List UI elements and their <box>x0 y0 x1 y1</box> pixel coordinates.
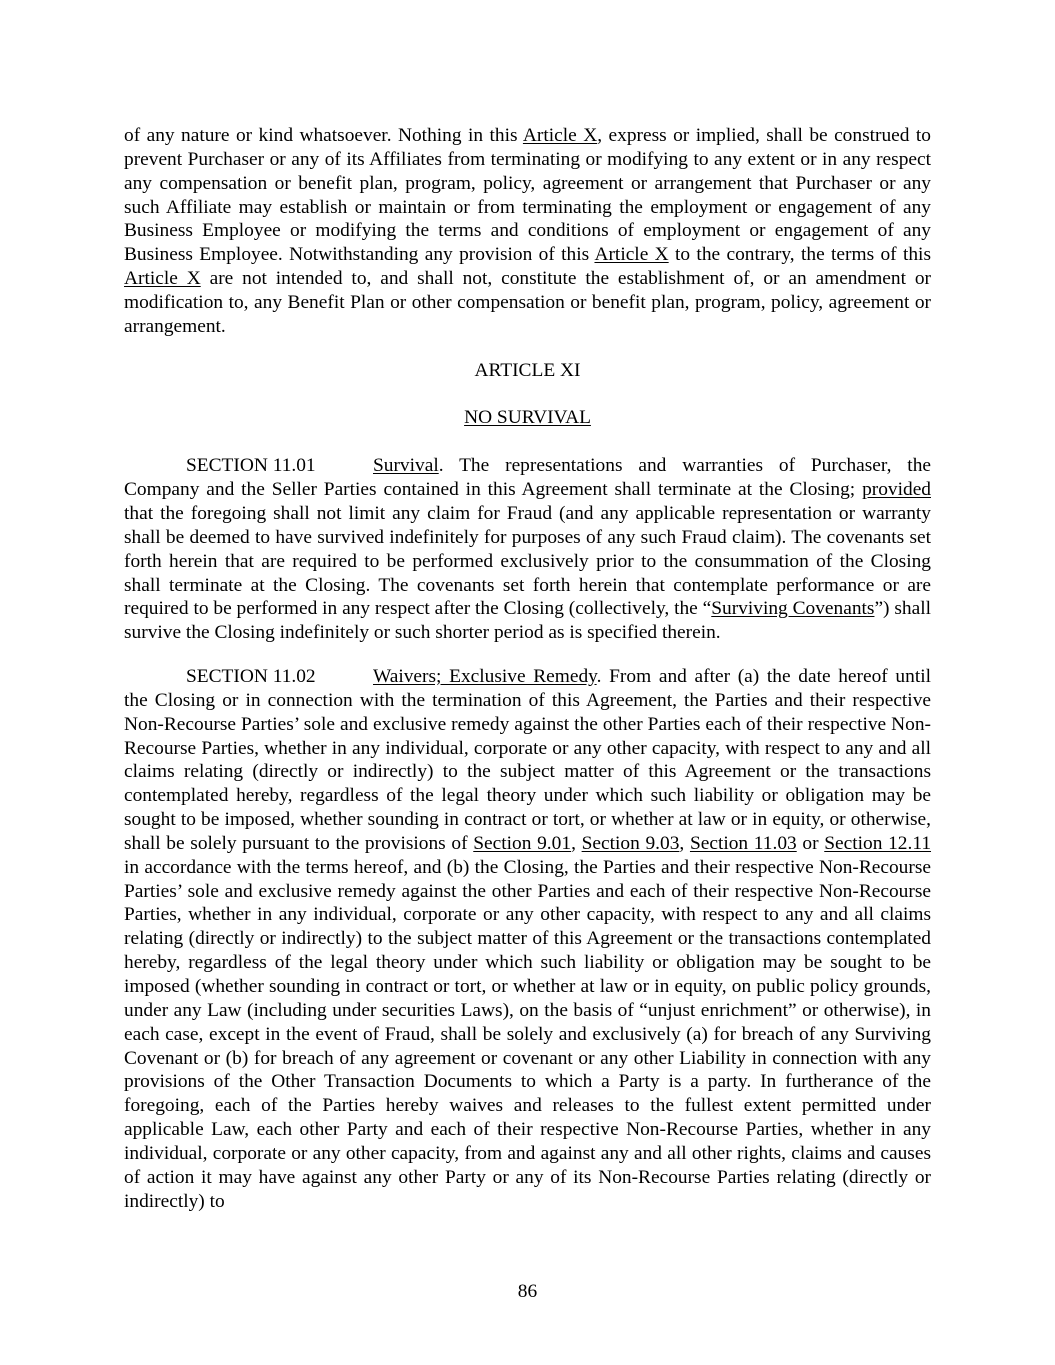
page-number: 86 <box>517 1281 538 1302</box>
intro-paragraph <box>124 124 931 339</box>
section-number: SECTION 11.02 <box>186 666 316 688</box>
article-x-reference: Article X <box>594 244 669 266</box>
section-text: . The representations and warranties of Purchaser, the Company and the Seller Parties contained in this Agreement shall terminate at the Closing; <box>124 455 931 501</box>
section-reference: Section 12.11 <box>824 832 932 854</box>
separator-text: , <box>571 832 582 854</box>
section-text: . From and after (a) the date hereof until the Closing or in connection with the termination of this Agreement, the Parties and their respective Non-Recourse Parties’ sole and exclusive remedy against the other Parties each of their respective Non-Recourse Parties, whether in any individual, corporate or any other capacity, with respect to any and all claims relating (directly or indirectly) to the subject matter of this Agreement or the transactions contemplated hereby, regardless of the legal theory under which such liability or obligation may be sought to be imposed, whether sounding in contract or tort, or whether at law or in equity, or otherwise, shall be solely pursuant to the provisions of <box>124 666 931 854</box>
section-reference: Section 9.01 <box>473 832 572 854</box>
section-reference: Section 9.03 <box>581 832 680 854</box>
article-title-text: NO SURVIVAL <box>464 407 591 429</box>
section-11-02 <box>124 665 931 1213</box>
section-number: SECTION 11.01 <box>186 455 316 477</box>
intro-text: are not intended to, and shall not, constitute the establishment of, or an amendment or modification to, any Benefit Plan or other compensation or benefit plan, program, policy, agreement or arrangement. <box>124 268 932 337</box>
defined-term: Surviving Covenants <box>711 598 875 620</box>
section-text: ”) shall survive the Closing indefinitely or such shorter period as is specified therein. <box>124 598 931 644</box>
section-text: that the foregoing shall not limit any claim for Fraud (and any applicable representation or warranty shall be deemed to have survived indefinitely for purposes of any such Fraud claim). The covenants set forth herein that are required to be performed exclusively prior to the consummation of the Closing shall terminate at the Closing. The covenants set forth herein that contemplate performance or are required to be performed in any respect after the Closing (collectively, the “ <box>124 502 931 620</box>
intro-text: to the contrary, the terms of this <box>668 244 931 266</box>
article-title <box>124 406 931 430</box>
section-heading: Waivers; Exclusive Remedy <box>373 666 597 688</box>
intro-text: of any nature or kind whatsoever. Nothing in this <box>124 125 523 146</box>
section-heading: Survival <box>373 455 439 477</box>
provided-term: provided <box>862 479 931 501</box>
section-reference: Section 11.03 <box>689 832 797 854</box>
article-number: ARTICLE XI <box>474 359 581 381</box>
article-x-reference: Article X <box>522 125 598 146</box>
section-11-01 <box>124 454 931 645</box>
intro-text: , express or implied, shall be construed to prevent Purchaser or any of its Affiliates from terminating or modifying to any extent or in any respect any compensation or benefit plan, program, policy, agreement or arrangement that Purchaser or any such Affiliate may establish or maintain or from terminating the employment or engagement of any Business Employee or modifying the terms and conditions of employment or engagement of any Business Employee. Notwithstanding any provision of this <box>124 125 931 266</box>
article-x-reference: Article X <box>124 268 201 290</box>
document-page <box>124 124 931 1233</box>
section-text: in accordance with the terms hereof, and (b) the Closing, the Parties and their respective Non-Recourse Parties’ sole and exclusive remedy against the other Parties and each of their respective Non-Recourse Parties, whether in any individual, corporate or any other capacity, with respect to any and all claims relating (directly or indirectly) to the subject matter of this Agreement or the transactions contemplated hereby, regardless of the legal theory under which such liability or obligation may be sought to be imposed (whether sounding in contract or tort, or whether at law or in equity, on public policy grounds, under any Law (including under securities Laws), on the basis of “unjust enrichment” or otherwise), in each case, except in the event of Fraud, shall be solely and exclusively (a) for breach of any Surviving Covenant or (b) for breach of any agreement or covenant or any other Liability in connection with any provisions of the Other Transaction Documents to which a Party is a party. In furtherance of the foregoing, each of the Parties hereby waives and releases to the fullest extent permitted under applicable Law, each other Party and each of their respective Non-Recourse Parties, whether in any individual, corporate or any other capacity, from and against any and all other rights, claims and causes of action it may have against any other Party or any of its Non-Recourse Parties relating (directly or indirectly) to <box>124 856 931 1212</box>
separator-text: or <box>796 832 825 854</box>
separator-text: , <box>679 832 690 854</box>
